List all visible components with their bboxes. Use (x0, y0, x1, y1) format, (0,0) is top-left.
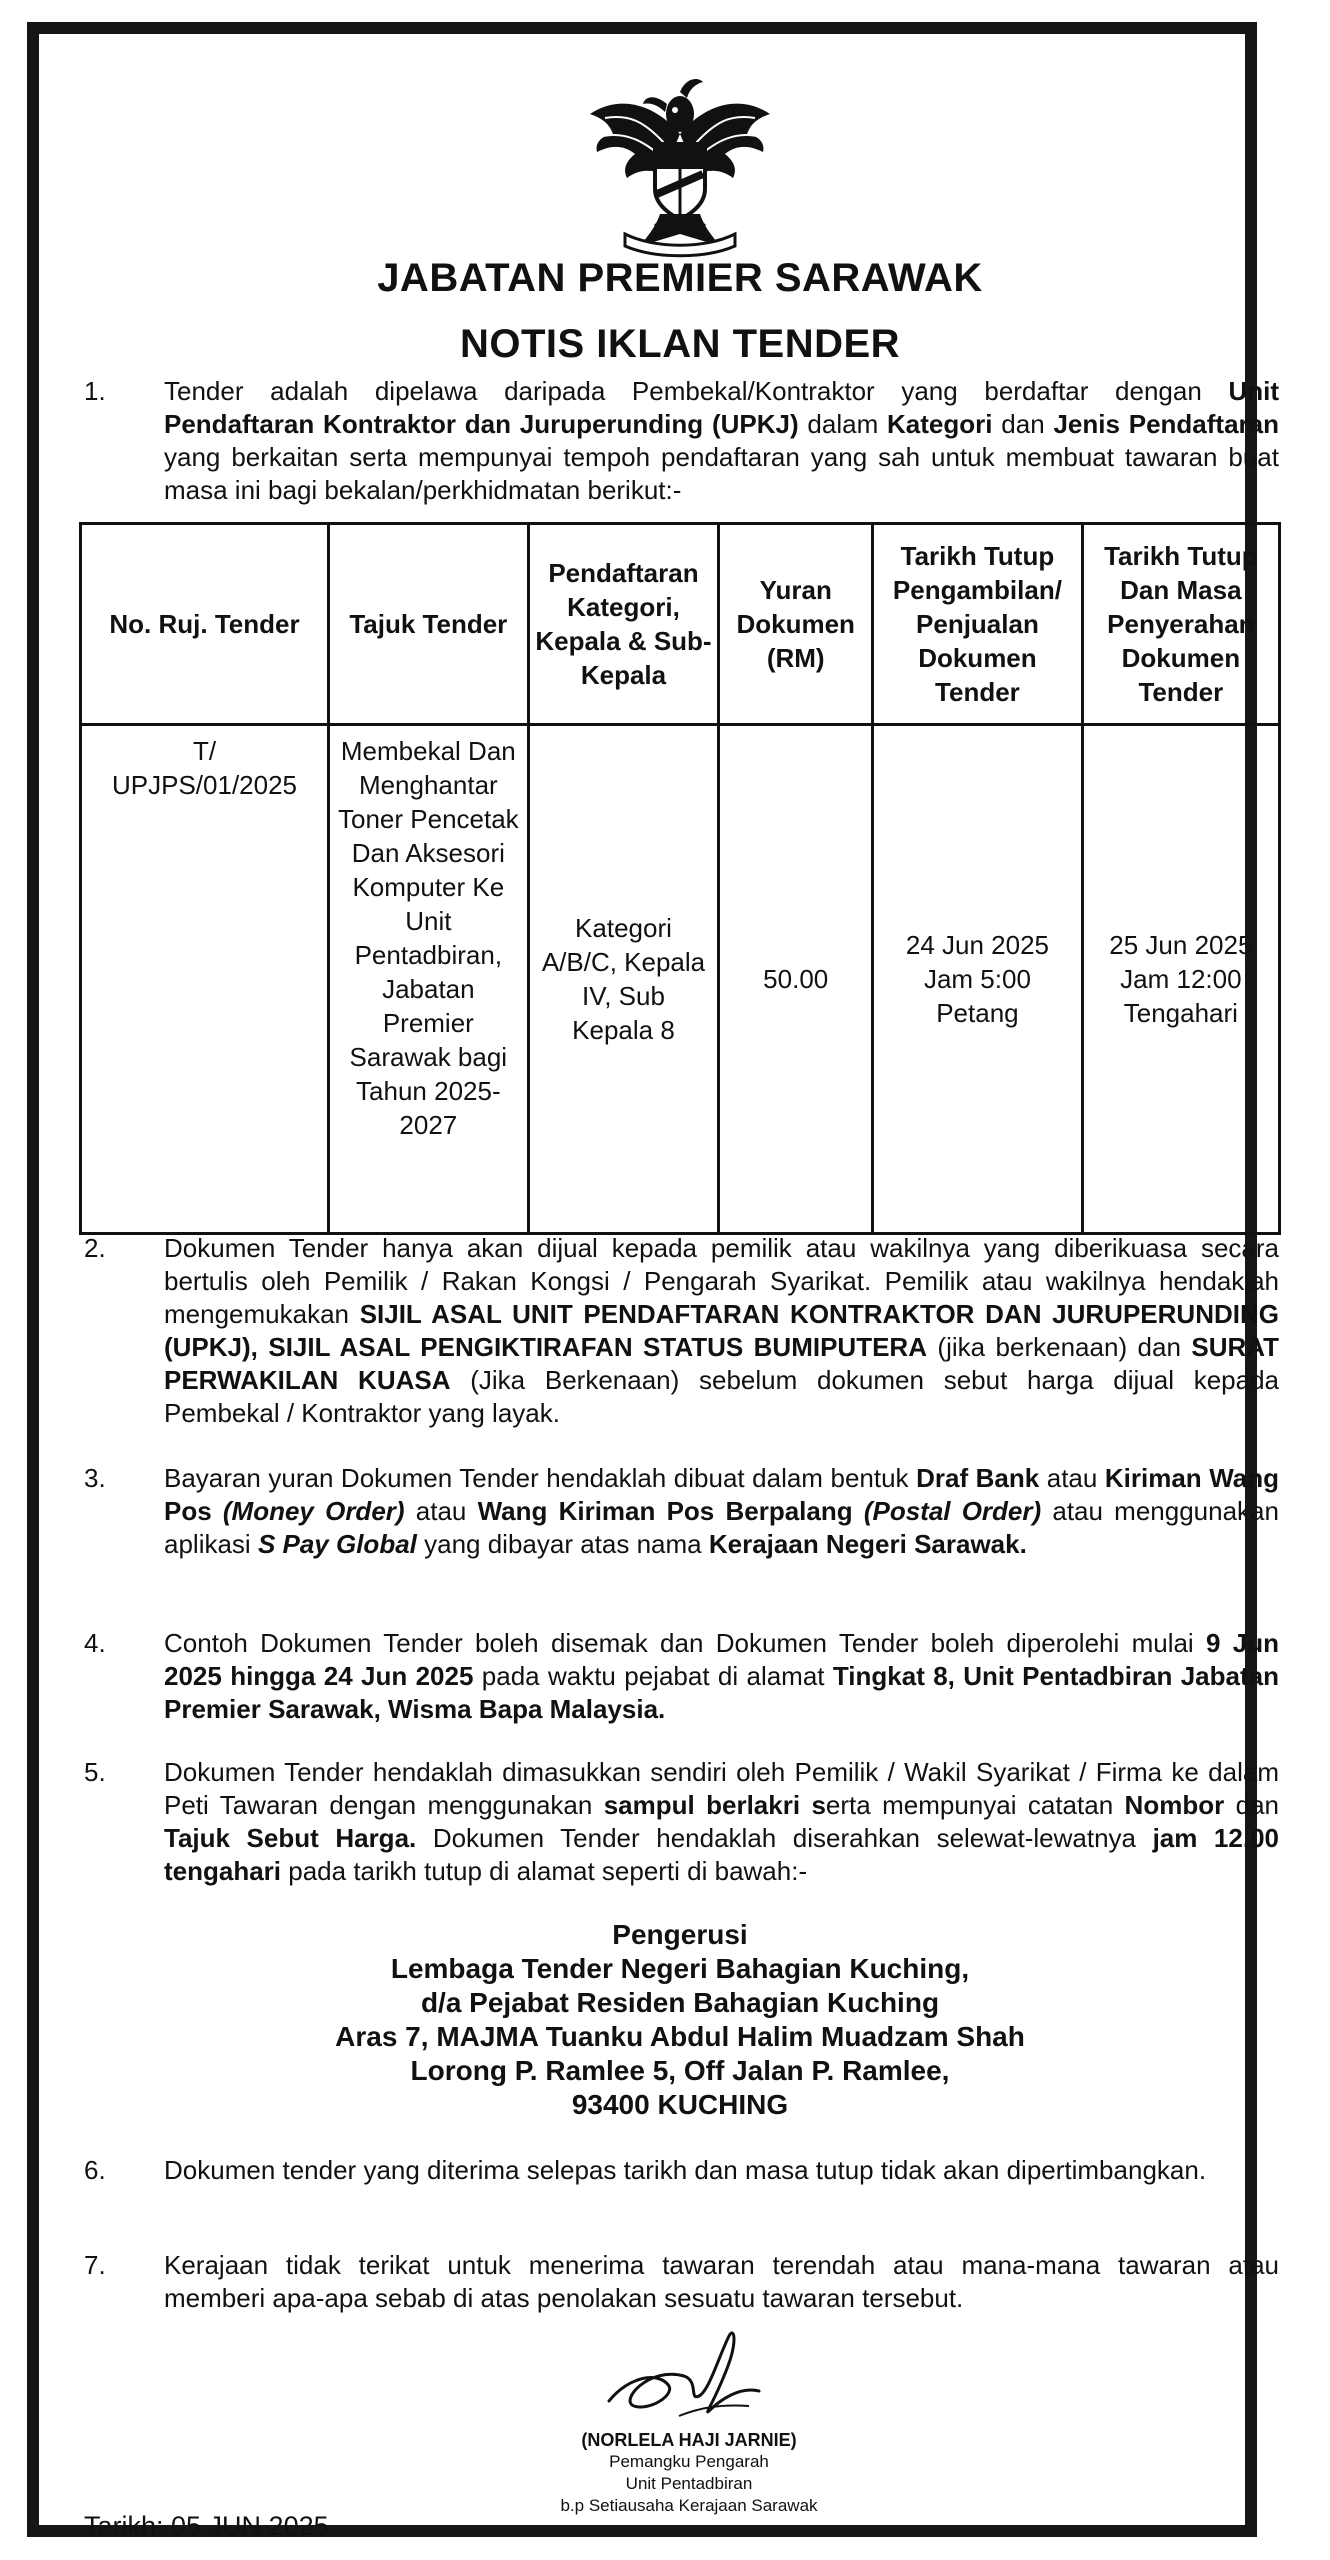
paragraph-1 (84, 375, 1279, 507)
signatory-office: b.p Setiausaha Kerajaan Sarawak (560, 2496, 818, 2515)
tender-table (79, 522, 1281, 1235)
address-line: Aras 7, MAJMA Tuanku Abdul Halim Muadzam Shah (335, 2021, 1025, 2052)
cell-ref: T/ UPJPS/01/2025 (81, 725, 329, 1234)
address-line: Lorong P. Ramlee 5, Off Jalan P. Ramlee, (410, 2055, 950, 2086)
paragraph-number: 4. (84, 1628, 106, 1658)
header-submit-close: Tarikh Tutup Dan Masa Penyerahan Dokumen Tender (1082, 524, 1279, 725)
paragraph-6 (84, 2154, 1279, 2187)
cell-sale-close: 24 Jun 2025 Jam 5:00 Petang (873, 725, 1083, 1234)
signatory-name: (NORLELA HAJI JARNIE) (581, 2430, 797, 2450)
sarawak-coat-of-arms (585, 74, 775, 259)
paragraph-text: Dokumen Tender hanya akan dijual kepada pemilik atau wakilnya yang diberikuasa secara bertulis oleh Pemilik / Rakan Kongsi / Pengarah Syarikat. Pemilik atau wakilnya hendaklah mengemukakan SIJIL ASAL UNIT PENDAFTARAN KONTRAKTOR DAN JURUPERUNDING (UPKJ), SIJIL ASAL PENGIKTIRAFAN STATUS BUMIPUTERA (jika berkenaan) dan SURAT PERWAKILAN KUASA (Jika Berkenaan) sebelum dokumen sebut harga dijual kepada Pembekal / Kontraktor yang layak. (164, 1233, 1280, 1428)
address-line: 93400 KUCHING (571, 2089, 789, 2120)
address-line: Pengerusi (612, 1919, 748, 1950)
notice-date: Tarikh: 05 JUN 2025 (84, 2511, 329, 2541)
paragraph-number: 1. (84, 376, 106, 406)
cell-title: Membekal Dan Menghantar Toner Pencetak Dan Aksesori Komputer Ke Unit Pentadbiran, Jabatan Premier Sarawak bagi Tahun 2025-2027 (329, 725, 529, 1234)
header-sale-close: Tarikh Tutup Pengambilan/ Penjualan Dokumen Tender (873, 524, 1083, 725)
paragraph-number: 2. (84, 1233, 106, 1263)
paragraph-text: Dokumen tender yang diterima selepas tarikh dan masa tutup tidak akan dipertimbangkan. (164, 2155, 1207, 2185)
paragraph-text: Contoh Dokumen Tender boleh disemak dan Dokumen Tender boleh diperolehi mulai 9 Jun 2025 hingga 24 Jun 2025 pada waktu pejabat di alamat Tingkat 8, Unit Pentadbiran Jabatan Premier Sarawak, Wisma Bapa Malaysia. (164, 1628, 1279, 1724)
table-header-row (81, 524, 1280, 725)
paragraph-7 (84, 2249, 1279, 2315)
notice-frame (27, 22, 1280, 2541)
paragraph-text: Tender adalah dipelawa daripada Pembekal/Kontraktor yang berdaftar dengan Unit Pendaftaran Kontraktor dan Juruperunding (UPKJ) dalam Kategori dan Jenis Pendaftaran yang berkaitan serta mempunyai tempoh pendaftaran yang sah untuk membuat tawaran buat masa ini bagi bekalan/perkhidmatan berikut:- (164, 376, 1279, 505)
paragraph-number: 3. (84, 1463, 106, 1493)
department-title: JABATAN PREMIER SARAWAK (377, 256, 983, 300)
paragraph-number: 7. (84, 2250, 106, 2280)
paragraph-text: Bayaran yuran Dokumen Tender hendaklah dibuat dalam bentuk Draf Bank atau Kiriman Wang Pos (Money Order) atau Wang Kiriman Pos Berpalang (Postal Order) atau menggunakan aplikasi S Pay Global yang dibayar atas nama Kerajaan Negeri Sarawak. (164, 1463, 1279, 1559)
paragraph-text: Dokumen Tender hendaklah dimasukkan sendiri oleh Pemilik / Wakil Syarikat / Firma ke dalam Peti Tawaran dengan menggunakan sampul berlakri serta mempunyai catatan Nombor dan Tajuk Sebut Harga. Dokumen Tender hendaklah diserahkan selewat-lewatnya jam 12.00 tengahari pada tarikh tutup di alamat seperti di bawah:- (164, 1757, 1279, 1886)
cell-fee: 50.00 (719, 725, 873, 1234)
paragraph-2 (84, 1232, 1279, 1430)
cell-registration: Kategori A/B/C, Kepala IV, Sub Kepala 8 (528, 725, 719, 1234)
signatory-unit: Unit Pentadbiran (625, 2474, 753, 2493)
paragraph-number: 6. (84, 2155, 106, 2185)
paragraph-5 (84, 1756, 1279, 1888)
header-fee: Yuran Dokumen (RM) (719, 524, 873, 725)
notice-title: NOTIS IKLAN TENDER (459, 322, 901, 366)
signature-mark (589, 2316, 789, 2426)
paragraph-text: Kerajaan tidak terikat untuk menerima tawaran terendah atau mana-mana tawaran atau memberi apa-apa sebab di atas penolakan sesuatu tawaran tersebut. (164, 2250, 1279, 2313)
address-line: d/a Pejabat Residen Bahagian Kuching (420, 1987, 940, 2018)
table-row (81, 725, 1280, 1234)
signatory-block (479, 2429, 899, 2517)
address-line: Lembaga Tender Negeri Bahagian Kuching, (390, 1953, 970, 1984)
submission-address (39, 1918, 1321, 2122)
signatory-role: Pemangku Pengarah (609, 2452, 769, 2471)
paragraph-number: 5. (84, 1757, 106, 1787)
cell-submit-close: 25 Jun 2025 Jam 12:00 Tengahari (1082, 725, 1279, 1234)
header-registration: Pendaftaran Kategori, Kepala & Sub-Kepala (528, 524, 719, 725)
header-ref: No. Ruj. Tender (81, 524, 329, 725)
paragraph-4 (84, 1627, 1279, 1726)
header-title: Tajuk Tender (329, 524, 529, 725)
paragraph-3 (84, 1462, 1279, 1561)
